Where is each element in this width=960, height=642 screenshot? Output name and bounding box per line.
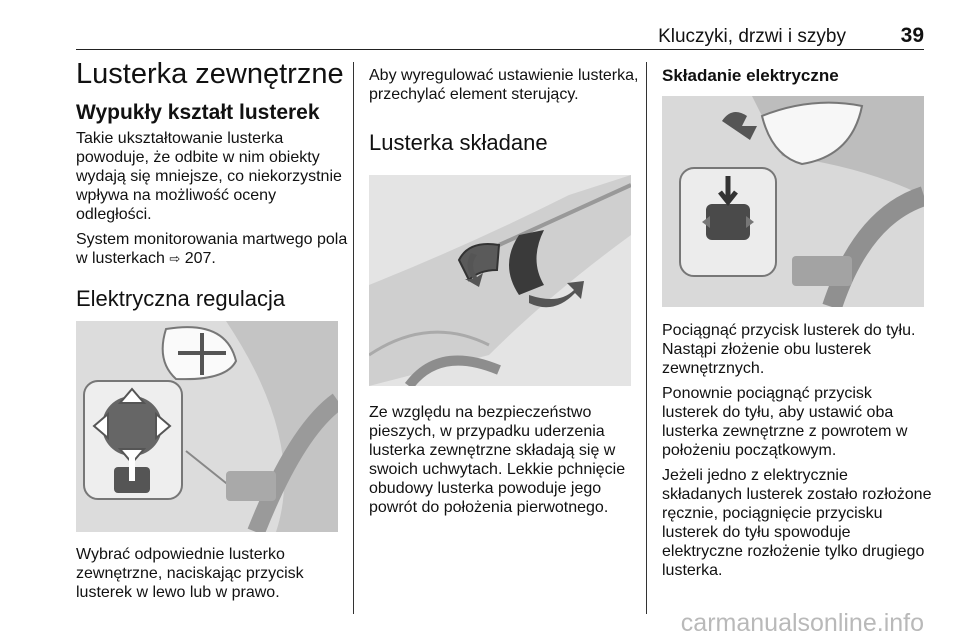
- page-number: 39: [900, 24, 924, 47]
- adjust-intro-text: Aby wyregulować ustawienie lusterka, przechylać element sterujący.: [369, 67, 639, 103]
- mirror-adjust-illustration: [76, 321, 338, 532]
- convex-mirror-text: Takie ukształtowanie lusterka powoduje, że odbite w nim obiekty wydają się mniejsze, co niekorzystnie wpływa na możliwość oceny odległości.: [76, 130, 342, 223]
- mirror-select-caption: Wybrać odpowiednie lusterko zewnętrzne, naciskając przycisk lusterek w lewo lub w prawo.: [76, 546, 304, 601]
- manual-unfold-text: Jeżeli jedno z elektrycznie składanych lusterek zostało rozłożone ręcznie, pociągnięcie przycisku lusterek do tyłu spowoduje elektryczne rozłożenie tylko drugiego lusterka.: [662, 467, 932, 579]
- right-column: [662, 66, 932, 86]
- folding-mirrors-heading: Lusterka składane: [369, 130, 548, 155]
- column-divider-1: [353, 62, 354, 614]
- header-rule: [76, 49, 924, 50]
- column-divider-2: [646, 62, 647, 614]
- main-title: Lusterka zewnętrzne: [76, 58, 344, 90]
- fold-instruction-text: Pociągnąć przycisk lusterek do tyłu. Nastąpi złożenie obu lusterek zewnętrznych.: [662, 322, 916, 377]
- unfold-instruction-text: Ponownie pociągnąć przycisk lusterek do tyłu, aby ustawić oba lusterka zewnętrzne z powrotem w położeniu początkowym.: [662, 385, 908, 459]
- page-header: [76, 22, 924, 50]
- folding-mirror-text: Ze względu na bezpieczeństwo pieszych, w przypadku uderzenia lusterka zewnętrzne składają się w swoich uchwytach. Lekkie pchnięcie obudowy lusterka powoduje jego powrót do położenia pierwotnego.: [369, 404, 626, 516]
- electric-folding-illustration: [662, 96, 924, 307]
- watermark: carmanualsonline.info: [680, 609, 924, 637]
- blind-spot-text: System monitorowania martwego pola w lusterkach ⇨ 207.: [76, 231, 348, 267]
- convex-mirror-heading: Wypukły kształt lusterek: [76, 101, 320, 124]
- header-title: Kluczyki, drzwi i szyby: [658, 26, 846, 47]
- electric-folding-heading: Składanie elektryczne: [662, 66, 839, 85]
- middle-caption-block: [369, 403, 641, 517]
- left-column: [76, 58, 348, 311]
- electric-adjust-heading: Elektryczna regulacja: [76, 286, 286, 311]
- page-ref-icon: ⇨: [169, 251, 181, 266]
- right-text-block: [662, 321, 932, 580]
- left-caption-block: [76, 545, 348, 602]
- middle-column: [369, 66, 641, 155]
- folding-mirror-illustration: [369, 175, 631, 386]
